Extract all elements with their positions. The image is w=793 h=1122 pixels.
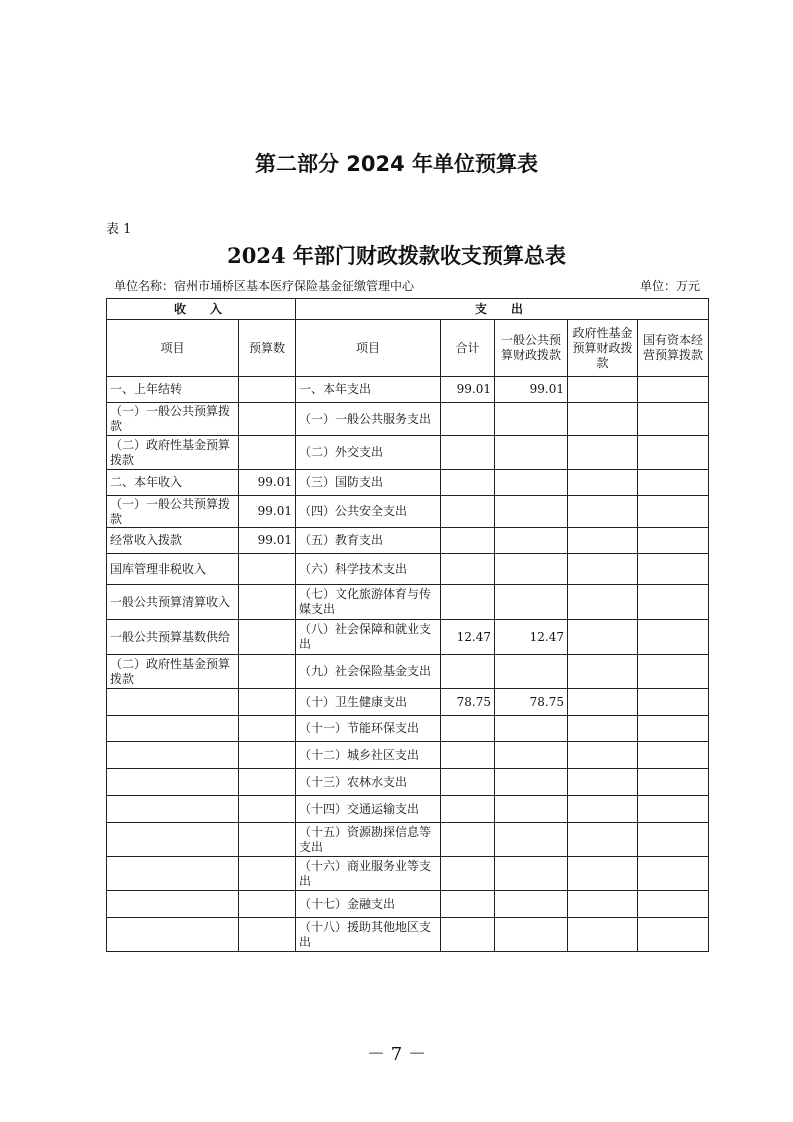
- income-item-cell: [107, 823, 239, 857]
- expense-item-cell: （十三）农林水支出: [296, 769, 441, 796]
- gov-fund-cell: [568, 436, 638, 470]
- state-capital-cell: [638, 496, 709, 528]
- state-capital-cell: [638, 689, 709, 716]
- income-value-cell: [239, 403, 296, 436]
- expense-item-cell: （十八）援助其他地区支出: [296, 918, 441, 952]
- state-capital-header: 国有资本经营预算拨款: [638, 320, 709, 377]
- total-cell: [441, 528, 495, 554]
- state-capital-cell: [638, 403, 709, 436]
- total-cell: [441, 742, 495, 769]
- income-value-cell: [239, 918, 296, 952]
- income-item-cell: 经常收入拨款: [107, 528, 239, 554]
- general-public-cell: [495, 769, 568, 796]
- general-public-cell: [495, 796, 568, 823]
- table-row: [107, 436, 709, 470]
- state-capital-cell: [638, 554, 709, 585]
- gov-fund-cell: [568, 857, 638, 891]
- income-group-header: 收 入: [107, 299, 296, 320]
- income-item-cell: 二、本年收入: [107, 470, 239, 496]
- income-value-cell: [239, 585, 296, 620]
- general-public-cell: [495, 403, 568, 436]
- table-label: 表 1: [106, 222, 132, 237]
- page-number: － 7 －: [367, 1044, 426, 1065]
- expense-item-cell: 一、本年支出: [296, 377, 441, 403]
- total-cell: 78.75: [441, 689, 495, 716]
- state-capital-cell: [638, 716, 709, 742]
- total-cell: [441, 796, 495, 823]
- table-row: [107, 918, 709, 952]
- income-item-cell: [107, 796, 239, 823]
- table-row: [107, 554, 709, 585]
- income-value-cell: [239, 436, 296, 470]
- income-item-cell: [107, 891, 239, 918]
- income-value-cell: 99.01: [239, 528, 296, 554]
- total-cell: [441, 436, 495, 470]
- total-cell: [441, 554, 495, 585]
- table-row: [107, 891, 709, 918]
- total-cell: [441, 655, 495, 689]
- expense-item-cell: （十）卫生健康支出: [296, 689, 441, 716]
- expense-item-cell: （八）社会保障和就业支出: [296, 620, 441, 655]
- income-value-cell: [239, 891, 296, 918]
- section-title: 第二部分 2024 年单位预算表: [254, 152, 539, 176]
- expense-item-cell: （七）文化旅游体育与传媒支出: [296, 585, 441, 620]
- general-public-cell: [495, 742, 568, 769]
- table-row: [107, 857, 709, 891]
- table-title: 2024 年部门财政拨款收支预算总表: [227, 243, 566, 268]
- income-value-cell: [239, 554, 296, 585]
- expense-item-cell: （三）国防支出: [296, 470, 441, 496]
- gov-fund-cell: [568, 554, 638, 585]
- total-cell: [441, 769, 495, 796]
- gov-fund-header: 政府性基金预算财政拨款: [568, 320, 638, 377]
- general-public-cell: [495, 528, 568, 554]
- state-capital-cell: [638, 857, 709, 891]
- table-row: [107, 620, 709, 655]
- income-item-cell: （一）一般公共预算拨款: [107, 496, 239, 528]
- total-cell: 99.01: [441, 377, 495, 403]
- expense-item-cell: （五）教育支出: [296, 528, 441, 554]
- general-public-cell: [495, 436, 568, 470]
- gov-fund-cell: [568, 769, 638, 796]
- state-capital-cell: [638, 742, 709, 769]
- income-value-cell: [239, 655, 296, 689]
- budget-amount-header: 预算数: [239, 320, 296, 377]
- general-public-cell: [495, 470, 568, 496]
- gov-fund-cell: [568, 496, 638, 528]
- state-capital-cell: [638, 796, 709, 823]
- table-row: [107, 470, 709, 496]
- table-row: [107, 528, 709, 554]
- income-value-cell: [239, 742, 296, 769]
- table-row: [107, 769, 709, 796]
- income-item-cell: [107, 689, 239, 716]
- total-cell: [441, 823, 495, 857]
- general-public-cell: 78.75: [495, 689, 568, 716]
- total-cell: [441, 403, 495, 436]
- expense-item-cell: （十六）商业服务业等支出: [296, 857, 441, 891]
- state-capital-cell: [638, 585, 709, 620]
- table-row: [107, 716, 709, 742]
- gov-fund-cell: [568, 823, 638, 857]
- income-item-cell: [107, 918, 239, 952]
- unit-name: 单位名称：宿州市埇桥区基本医疗保险基金征缴管理中心: [114, 279, 415, 293]
- gov-fund-cell: [568, 620, 638, 655]
- total-cell: 12.47: [441, 620, 495, 655]
- expense-item-cell: （四）公共安全支出: [296, 496, 441, 528]
- table-row: [107, 377, 709, 403]
- expense-item-cell: （十二）城乡社区支出: [296, 742, 441, 769]
- expense-item-cell: （十五）资源勘探信息等支出: [296, 823, 441, 857]
- income-item-cell: （一）一般公共预算拨款: [107, 403, 239, 436]
- state-capital-cell: [638, 918, 709, 952]
- income-item-cell: （二）政府性基金预算拨款: [107, 436, 239, 470]
- total-cell: [441, 716, 495, 742]
- general-public-cell: [495, 496, 568, 528]
- expense-item-cell: （十四）交通运输支出: [296, 796, 441, 823]
- general-public-cell: 12.47: [495, 620, 568, 655]
- table-row: [107, 585, 709, 620]
- expense-item-cell: （十一）节能环保支出: [296, 716, 441, 742]
- table-row: [107, 796, 709, 823]
- table-row: [107, 742, 709, 769]
- income-item-cell: 一、上年结转: [107, 377, 239, 403]
- state-capital-cell: [638, 620, 709, 655]
- gov-fund-cell: [568, 377, 638, 403]
- gov-fund-cell: [568, 918, 638, 952]
- income-value-cell: 99.01: [239, 496, 296, 528]
- income-value-cell: [239, 689, 296, 716]
- gov-fund-cell: [568, 796, 638, 823]
- table-row: [107, 655, 709, 689]
- income-item-cell: [107, 857, 239, 891]
- general-public-cell: [495, 823, 568, 857]
- gov-fund-cell: [568, 742, 638, 769]
- general-public-cell: [495, 554, 568, 585]
- general-public-cell: [495, 655, 568, 689]
- table-row: [107, 689, 709, 716]
- state-capital-cell: [638, 891, 709, 918]
- state-capital-cell: [638, 436, 709, 470]
- total-header: 合计: [441, 320, 495, 377]
- gov-fund-cell: [568, 528, 638, 554]
- expense-item-cell: （一）一般公共服务支出: [296, 403, 441, 436]
- total-cell: [441, 585, 495, 620]
- gov-fund-cell: [568, 403, 638, 436]
- state-capital-cell: [638, 655, 709, 689]
- general-public-cell: [495, 891, 568, 918]
- gov-fund-cell: [568, 891, 638, 918]
- general-public-header: 一般公共预算财政拨款: [495, 320, 568, 377]
- expense-item-cell: （十七）金融支出: [296, 891, 441, 918]
- income-value-cell: [239, 823, 296, 857]
- general-public-cell: 99.01: [495, 377, 568, 403]
- expense-item-cell: （九）社会保险基金支出: [296, 655, 441, 689]
- state-capital-cell: [638, 528, 709, 554]
- table-row: [107, 823, 709, 857]
- gov-fund-cell: [568, 655, 638, 689]
- income-value-cell: [239, 716, 296, 742]
- income-item-cell: [107, 769, 239, 796]
- income-value-cell: [239, 620, 296, 655]
- income-item-cell: （二）政府性基金预算拨款: [107, 655, 239, 689]
- unit-measure: 单位：万元: [639, 279, 700, 293]
- state-capital-cell: [638, 377, 709, 403]
- total-cell: [441, 891, 495, 918]
- total-cell: [441, 857, 495, 891]
- state-capital-cell: [638, 823, 709, 857]
- income-item-cell: 一般公共预算基数供给: [107, 620, 239, 655]
- income-value-cell: [239, 377, 296, 403]
- gov-fund-cell: [568, 716, 638, 742]
- gov-fund-cell: [568, 689, 638, 716]
- income-value-cell: 99.01: [239, 470, 296, 496]
- expense-group-header: 支 出: [296, 299, 709, 320]
- general-public-cell: [495, 918, 568, 952]
- income-item-cell: 国库管理非税收入: [107, 554, 239, 585]
- general-public-cell: [495, 857, 568, 891]
- income-value-cell: [239, 769, 296, 796]
- income-item-cell: [107, 716, 239, 742]
- income-item-cell: 一般公共预算清算收入: [107, 585, 239, 620]
- budget-table: [106, 298, 709, 952]
- income-value-cell: [239, 857, 296, 891]
- total-cell: [441, 496, 495, 528]
- expense-item-cell: （六）科学技术支出: [296, 554, 441, 585]
- total-cell: [441, 470, 495, 496]
- income-item-cell: [107, 742, 239, 769]
- state-capital-cell: [638, 470, 709, 496]
- income-value-cell: [239, 796, 296, 823]
- state-capital-cell: [638, 769, 709, 796]
- gov-fund-cell: [568, 470, 638, 496]
- expense-item-cell: （二）外交支出: [296, 436, 441, 470]
- income-item-header: 项目: [107, 320, 239, 377]
- general-public-cell: [495, 585, 568, 620]
- table-row: [107, 403, 709, 436]
- total-cell: [441, 918, 495, 952]
- table-row: [107, 496, 709, 528]
- expense-item-header: 项目: [296, 320, 441, 377]
- general-public-cell: [495, 716, 568, 742]
- gov-fund-cell: [568, 585, 638, 620]
